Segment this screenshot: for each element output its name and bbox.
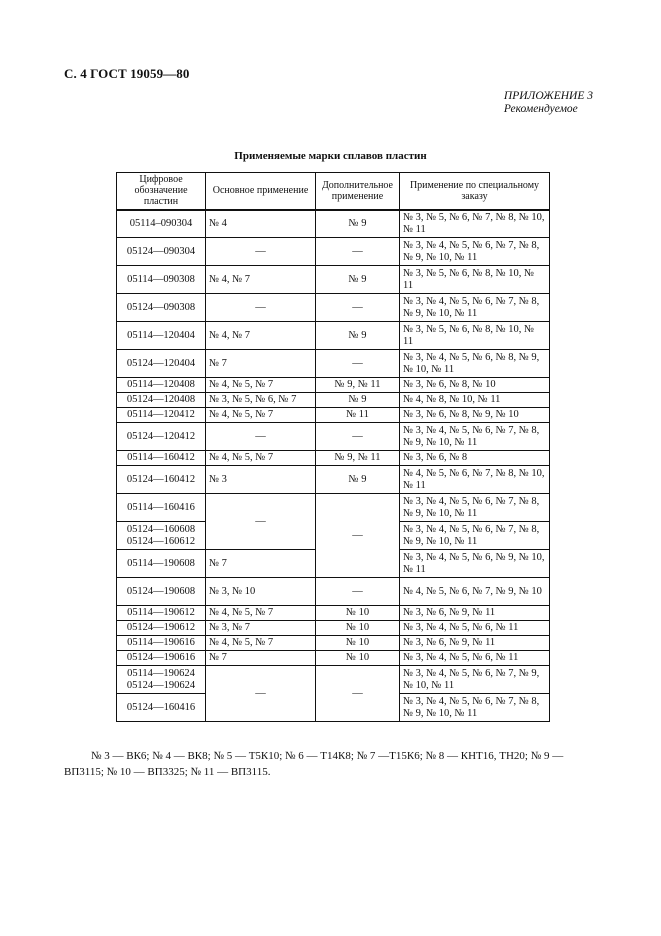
cell-special: № 4, № 8, № 10, № 11 [400, 393, 550, 408]
cell-additional: № 11 [316, 408, 400, 423]
cell-main: № 3 [206, 466, 316, 494]
cell-additional: — [316, 294, 400, 322]
table-row [117, 266, 550, 294]
cell-special: № 4, № 5, № 6, № 7, № 8, № 10, № 11 [400, 466, 550, 494]
cell-special: № 3, № 6, № 8, № 9, № 10 [400, 408, 550, 423]
cell-special: № 3, № 4, № 5, № 6, № 7, № 9, № 10, № 11 [400, 666, 550, 694]
cell-code: 05114—120408 [117, 378, 206, 393]
cell-special: № 3, № 4, № 5, № 6, № 7, № 8, № 9, № 10, № 11 [400, 494, 550, 522]
cell-special: № 3, № 6, № 9, № 11 [400, 636, 550, 651]
cell-additional: № 9, № 11 [316, 378, 400, 393]
cell-main: № 4, № 5, № 7 [206, 606, 316, 621]
cell-code [117, 522, 206, 550]
cell-main: № 4, № 5, № 7 [206, 408, 316, 423]
cell-additional: — [316, 578, 400, 606]
cell-code: 05114—190612 [117, 606, 206, 621]
cell-code: 05124—120408 [117, 393, 206, 408]
cell-code: 05124—120404 [117, 350, 206, 378]
page-header: С. 4 ГОСТ 19059—80 [64, 66, 190, 81]
cell-code: 05114—090308 [117, 266, 206, 294]
alloy-legend-footnote: № 3 — ВК6; № 4 — ВК8; № 5 — Т5К10; № 6 — Т14К8; № 7 —Т15К6; № 8 — КНТ16, ТН20; № 9 — ВП3115; № 10 — ВП3325; № 11 — ВП3115. [64, 750, 564, 778]
cell-additional: № 9 [316, 210, 400, 238]
cell-additional: № 9 [316, 466, 400, 494]
table-row [117, 651, 550, 666]
table-row [117, 494, 550, 522]
alloy-table [116, 172, 550, 722]
table-row [117, 393, 550, 408]
cell-main: № 4, № 5, № 7 [206, 636, 316, 651]
cell-special: № 3, № 4, № 5, № 6, № 7, № 8, № 9, № 10, № 11 [400, 294, 550, 322]
table-row [117, 636, 550, 651]
cell-special: № 3, № 4, № 5, № 6, № 11 [400, 651, 550, 666]
cell-additional-merged: — [316, 494, 400, 578]
cell-special: № 4, № 5, № 6, № 7, № 9, № 10 [400, 578, 550, 606]
cell-special: № 3, № 5, № 6, № 8, № 10, № 11 [400, 266, 550, 294]
table-row [117, 466, 550, 494]
cell-code: 05124—090304 [117, 238, 206, 266]
cell-special: № 3, № 4, № 5, № 6, № 7, № 8, № 9, № 10, № 11 [400, 238, 550, 266]
appendix-label [504, 90, 593, 116]
header-special: Применение по специальному заказу [400, 173, 550, 210]
cell-main: — [206, 423, 316, 451]
cell-additional: № 9 [316, 266, 400, 294]
cell-main: № 4, № 7 [206, 322, 316, 350]
code-line: 05124—160608 [126, 523, 196, 535]
cell-additional: № 9, № 11 [316, 451, 400, 466]
cell-code: 05124—190612 [117, 621, 206, 636]
cell-main: № 4, № 5, № 7 [206, 378, 316, 393]
cell-special: № 3, № 5, № 6, № 8, № 10, № 11 [400, 322, 550, 350]
cell-additional: № 9 [316, 322, 400, 350]
cell-special: № 3, № 4, № 5, № 6, № 11 [400, 621, 550, 636]
table-row [117, 621, 550, 636]
table-row [117, 210, 550, 238]
cell-code: 05114—160412 [117, 451, 206, 466]
table-header-row [117, 173, 550, 210]
code-line: 05124—190624 [126, 679, 196, 691]
cell-main: № 7 [206, 651, 316, 666]
cell-additional: № 10 [316, 636, 400, 651]
cell-main-merged: — [206, 494, 316, 550]
cell-additional: — [316, 423, 400, 451]
cell-special: № 3, № 5, № 6, № 7, № 8, № 10, № 11 [400, 210, 550, 238]
table-row [117, 578, 550, 606]
cell-additional: № 10 [316, 621, 400, 636]
cell-main: — [206, 238, 316, 266]
header-code: Цифровое обозначение пластин [117, 173, 206, 210]
header-additional: Дополнительное применение [316, 173, 400, 210]
cell-additional: № 9 [316, 393, 400, 408]
cell-main: № 4, № 7 [206, 266, 316, 294]
table-row [117, 423, 550, 451]
cell-additional-merged: — [316, 666, 400, 722]
table-row [117, 378, 550, 393]
code-line: 05114—190624 [127, 667, 195, 679]
cell-special: № 3, № 6, № 9, № 11 [400, 606, 550, 621]
appendix-status: Рекомендуемое [503, 103, 578, 115]
cell-code [117, 666, 206, 694]
cell-code: 05124—160412 [117, 466, 206, 494]
cell-additional: № 10 [316, 606, 400, 621]
table-row [117, 606, 550, 621]
cell-main: № 3, № 5, № 6, № 7 [206, 393, 316, 408]
cell-code: 05124—090308 [117, 294, 206, 322]
cell-main: № 7 [206, 350, 316, 378]
cell-code: 05114—190608 [117, 550, 206, 578]
cell-main: — [206, 294, 316, 322]
cell-special: № 3, № 6, № 8 [400, 451, 550, 466]
cell-main: № 4 [206, 210, 316, 238]
cell-additional: — [316, 350, 400, 378]
cell-special: № 3, № 6, № 8, № 10 [400, 378, 550, 393]
table-row [117, 408, 550, 423]
table-row [117, 666, 550, 694]
table-row [117, 322, 550, 350]
header-main: Основное применение [206, 173, 316, 210]
cell-code: 05124—190608 [117, 578, 206, 606]
cell-code: 05124—190616 [117, 651, 206, 666]
cell-main-merged: — [206, 666, 316, 722]
table-row [117, 238, 550, 266]
cell-code: 05124—160416 [117, 694, 206, 722]
cell-main: № 7 [206, 550, 316, 578]
appendix-title: ПРИЛОЖЕНИЕ 3 [503, 90, 593, 102]
cell-special: № 3, № 4, № 5, № 6, № 7, № 8, № 9, № 10, № 11 [400, 423, 550, 451]
cell-main: № 4, № 5, № 7 [206, 451, 316, 466]
cell-code: 05114—190616 [117, 636, 206, 651]
table-row [117, 294, 550, 322]
cell-special: № 3, № 4, № 5, № 6, № 7, № 8, № 9, № 10, № 11 [400, 522, 550, 550]
cell-code: 05124—120412 [117, 423, 206, 451]
cell-additional: № 10 [316, 651, 400, 666]
table-row [117, 451, 550, 466]
cell-main: № 3, № 7 [206, 621, 316, 636]
cell-code: 05114—120412 [117, 408, 206, 423]
cell-main: № 3, № 10 [206, 578, 316, 606]
cell-code: 05114–090304 [117, 210, 206, 238]
cell-special: № 3, № 4, № 5, № 6, № 9, № 10, № 11 [400, 550, 550, 578]
cell-code: 05114—160416 [117, 494, 206, 522]
cell-special: № 3, № 4, № 5, № 6, № 8, № 9, № 10, № 11 [400, 350, 550, 378]
cell-code: 05114—120404 [117, 322, 206, 350]
code-line: 05124—160612 [126, 535, 196, 547]
cell-special: № 3, № 4, № 5, № 6, № 7, № 8, № 9, № 10, № 11 [400, 694, 550, 722]
table-row [117, 350, 550, 378]
table-title: Применяемые марки сплавов пластин [234, 150, 427, 162]
cell-additional: — [316, 238, 400, 266]
